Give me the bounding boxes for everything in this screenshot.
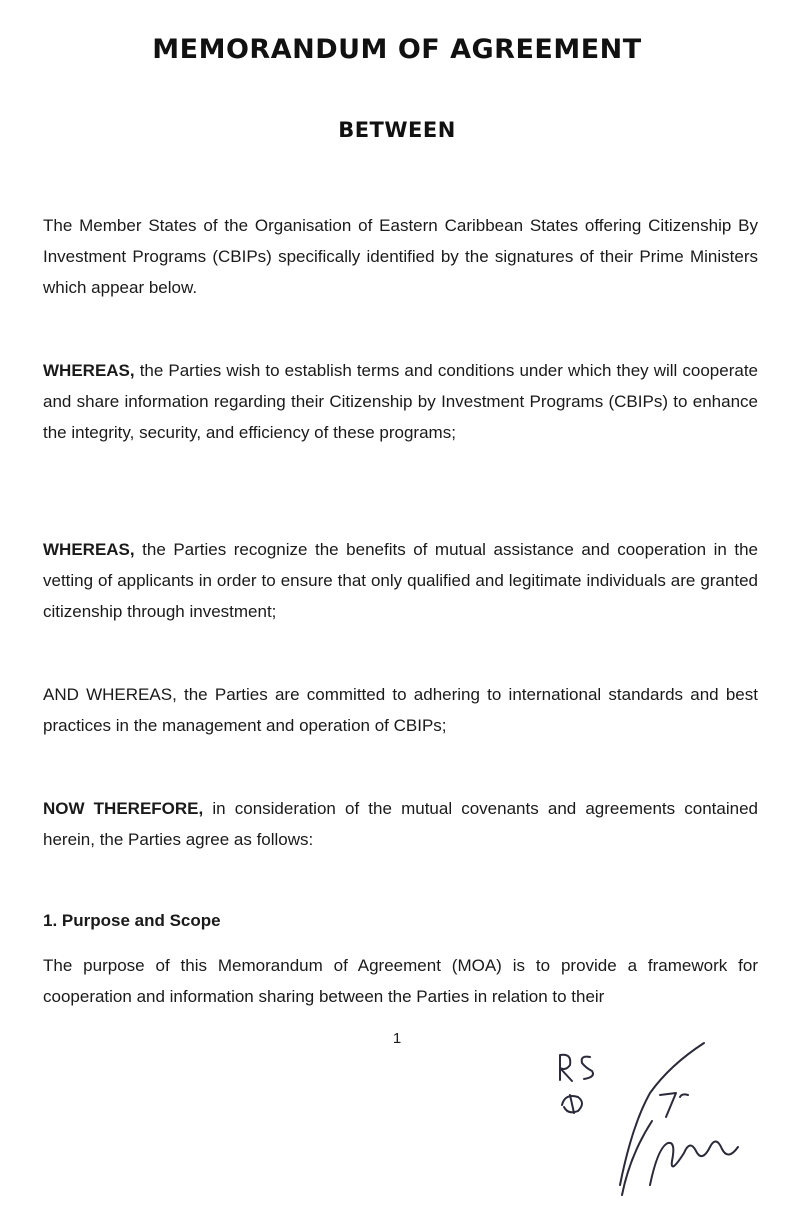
document-title: MEMORANDUM OF AGREEMENT [152, 34, 642, 65]
whereas-paragraph-2 [43, 534, 758, 627]
whereas-text-1: the Parties wish to establish terms and conditions under which they will cooperate and share information regarding their Citizenship by Investment Programs (CBIPs) to enhance the integrity, security, and efficiency of these programs; [43, 361, 758, 442]
whereas-lead-1: WHEREAS, [43, 361, 135, 380]
section-1-heading: 1. Purpose and Scope [43, 911, 221, 930]
intro-paragraph: The Member States of the Organisation of Eastern Caribbean States offering Citizenship By Investment Programs (CBIPs) specifically identified by the signatures of their Prime Ministers which appear below. [43, 216, 758, 297]
document-subtitle: BETWEEN [338, 118, 456, 142]
section-1-text: The purpose of this Memorandum of Agreement (MOA) is to provide a framework for cooperation and information sharing between the Parties in relation to their [43, 956, 758, 1006]
now-therefore-paragraph [43, 793, 758, 855]
whereas-paragraph-1 [43, 355, 758, 448]
whereas-text-2: the Parties recognize the benefits of mutual assistance and cooperation in the vetting of applicants in order to ensure that only qualified and legitimate individuals are granted citizenship through investment; [43, 540, 758, 621]
now-therefore-text: in consideration of the mutual covenants and agreements contained herein, the Parties agree as follows: [43, 799, 758, 849]
signature-initials-text: RS [540, 1022, 563, 1039]
whereas-lead-2: WHEREAS, [43, 540, 135, 559]
handwritten-signature [540, 1022, 780, 1215]
now-therefore-lead: NOW THEREFORE, [43, 799, 204, 818]
page-number: 1 [392, 1030, 402, 1047]
whereas-paragraph-3: AND WHEREAS, the Parties are committed to adhering to international standards and best practices in the management and operation of CBIPs; [43, 685, 758, 735]
